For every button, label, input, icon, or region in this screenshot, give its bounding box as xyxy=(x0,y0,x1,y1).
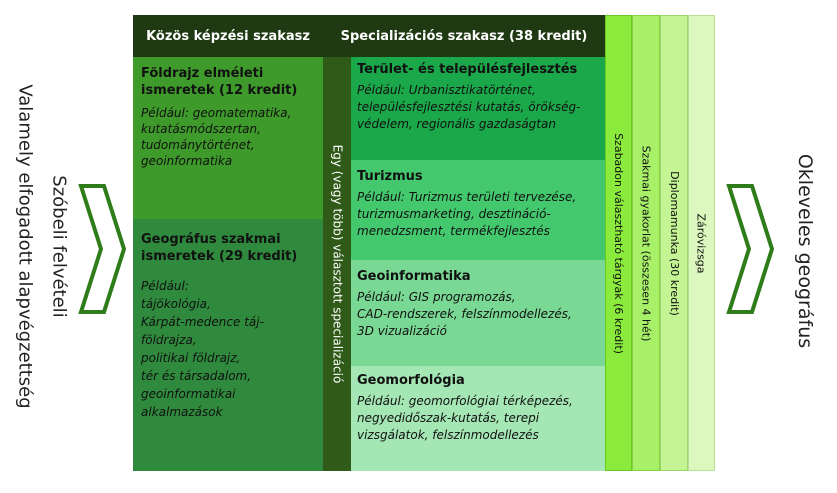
spec-box-tourism xyxy=(351,160,605,260)
specialization-vertical-bar xyxy=(323,57,351,471)
right-label-degree: Okleveles geográfus xyxy=(794,153,816,349)
spec-box-geomorphology-body: Például: geomorfológiai térképezés, negyedidőszak-kutatás, terepi vizsgálatok, felszínmodellezés xyxy=(357,394,573,442)
column-electives-label: Szabadon választható tárgyak (6 kredit) xyxy=(612,132,626,354)
column-internship-label: Szakmai gyakorlat (összesen 4 hét) xyxy=(639,145,653,341)
column-final-exam-label: Záróvizsga xyxy=(695,212,708,274)
spec-box-geomorphology xyxy=(351,366,605,471)
spec-box-tourism-title: Turizmus xyxy=(357,169,423,184)
common-box-professional xyxy=(133,219,323,471)
left-label-prerequisite: Valamely elfogadott alapvégzettség xyxy=(14,84,36,409)
common-box-theory xyxy=(133,57,323,219)
spec-box-tourism-body: Például: Turizmus területi tervezése, turizmusmarketing, desztináció- menedzsment, termékfejlesztés xyxy=(357,190,577,238)
specialization-vertical-label: Egy (vagy több) választott specializáció xyxy=(330,144,345,384)
column-final-exam xyxy=(688,15,715,471)
column-thesis xyxy=(660,15,688,471)
spec-box-geomorphology-title: Geomorfológia xyxy=(357,373,465,388)
column-internship xyxy=(632,15,660,471)
exit-arrow-icon xyxy=(726,183,776,315)
header-specialization-phase: Specializációs szakasz (38 kredit) xyxy=(323,15,605,57)
spec-box-regional-development xyxy=(351,57,605,160)
column-thesis-label: Diplomamunka (30 kredit) xyxy=(667,170,681,316)
entry-arrow-icon xyxy=(78,183,128,315)
common-box-professional-title: Geográfus szakmai ismeretek (29 kredit) xyxy=(141,232,298,264)
spec-box-geoinformatics-title: Geoinformatika xyxy=(357,269,471,284)
spec-box-geoinformatics xyxy=(351,260,605,366)
spec-box-regional-development-body: Például: Urbanisztikatörténet, településfejlesztési kutatás, örökség- védelem, regionális gazdaságtan xyxy=(357,83,581,131)
common-box-theory-title: Földrajz elméleti ismeretek (12 kredit) xyxy=(141,66,298,98)
common-box-professional-body: Például: tájökológia, Kárpát-medence táj- földrajza, politikai földrajz, tér és társadalom, geoinformatikai alkalmazások xyxy=(141,279,264,419)
spec-box-geoinformatics-body: Például: GIS programozás, CAD-rendszerek, felszínmodellezés, 3D vizualizáció xyxy=(357,290,572,338)
header-common-phase: Közös képzési szakasz xyxy=(133,15,323,57)
common-box-theory-body: Például: geomatematika, kutatásmódszertan, tudománytörténet, geoinformatika xyxy=(141,106,292,168)
left-label-oral-exam: Szóbeli felvételi xyxy=(48,175,70,318)
column-electives xyxy=(605,15,632,471)
spec-box-regional-development-title: Terület- és településfejlesztés xyxy=(357,62,578,77)
